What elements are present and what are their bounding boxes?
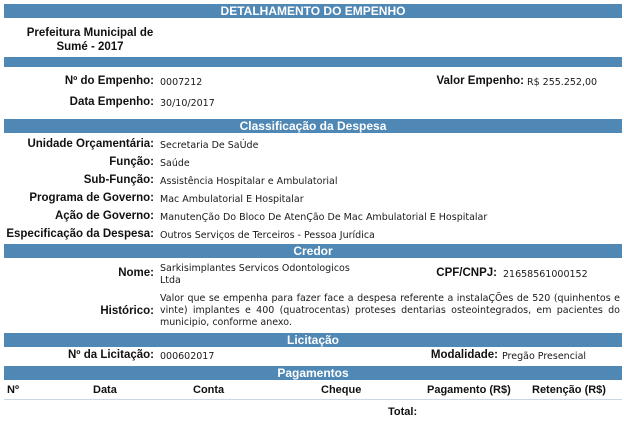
cpf-cnpj-label: CPF/CNPJ: xyxy=(436,267,497,279)
page-title: DETALHAMENTO DO EMPENHO xyxy=(4,4,622,18)
org-line-1: Prefeitura Municipal de xyxy=(26,27,154,39)
payments-section-header: Pagamentos xyxy=(4,366,622,380)
government-program-label: Programa de Governo: xyxy=(29,192,154,204)
budget-unit-value: Secretaria De SaÚde xyxy=(160,140,259,151)
modality-label: Modalidade: xyxy=(430,349,498,361)
bidding-section-header: Licitação xyxy=(4,333,622,347)
expense-spec-label: Especificação da Despesa: xyxy=(6,228,154,240)
function-label: Função: xyxy=(109,156,154,168)
org-line-2: Sumé - 2017 xyxy=(56,41,124,53)
empenho-value-label: Valor Empenho: xyxy=(436,75,524,87)
empenho-date-label: Data Empenho: xyxy=(69,96,154,108)
subfunction-label: Sub-Função: xyxy=(83,174,154,186)
creditor-name-line-1: Sarkisimplantes Servicos Odontologicos xyxy=(160,263,350,274)
expense-spec-value: Outros Serviços de Terceiros - Pessoa Jurídica xyxy=(160,230,375,241)
budget-unit-label: Unidade Orçamentária: xyxy=(27,138,154,150)
creditor-name-label: Nome: xyxy=(118,267,154,279)
subfunction-value: Assistência Hospitalar e Ambulatorial xyxy=(160,176,338,187)
history-label: Histórico: xyxy=(100,305,154,317)
modality-value: Pregão Presencial xyxy=(502,351,587,362)
empenho-date-value: 30/10/2017 xyxy=(160,98,215,109)
government-action-value: ManutenÇão Do Bloco De AtenÇão De Mac Ambulatorial E Hospitalar xyxy=(160,212,488,223)
empenho-number-label: Nº do Empenho: xyxy=(64,75,154,87)
cpf-cnpj-value: 21658561000152 xyxy=(503,269,588,280)
empenho-value-value: R$ 255.252,00 xyxy=(527,77,598,88)
government-program-value: Mac Ambulatorial E Hospitalar xyxy=(160,194,304,205)
bidding-number-value: 000602017 xyxy=(160,351,215,362)
classification-section-header: Classificação da Despesa xyxy=(4,119,622,133)
column-header-account: Conta xyxy=(193,384,225,396)
function-value: Saúde xyxy=(160,158,190,169)
payments-header-divider xyxy=(4,399,622,400)
government-action-label: Ação de Governo: xyxy=(54,210,154,222)
creditor-section-header: Credor xyxy=(4,244,622,258)
column-header-payment: Pagamento (R$) xyxy=(427,384,511,396)
creditor-name-value xyxy=(160,263,350,287)
column-header-number: Nº xyxy=(7,384,19,396)
column-header-check: Cheque xyxy=(321,384,362,396)
column-header-date: Data xyxy=(93,384,117,396)
history-value: Valor que se empenha para fazer face a despesa referente a instalaÇÕes de 520 (quinhentos e vinte) implantes e 400 (quatrocentas) proteses dentarias osteointegrados, em pacientes do municipio, conforme anexo. xyxy=(160,293,620,328)
section-divider xyxy=(4,57,622,67)
empenho-number-value: 0007212 xyxy=(160,77,203,88)
column-header-retention: Retenção (R$) xyxy=(532,384,606,396)
bidding-number-label: Nº da Licitação: xyxy=(68,349,154,361)
org-name xyxy=(20,26,160,54)
creditor-name-line-2: Ltda xyxy=(160,275,181,286)
payments-total-label: Total: xyxy=(388,406,418,418)
